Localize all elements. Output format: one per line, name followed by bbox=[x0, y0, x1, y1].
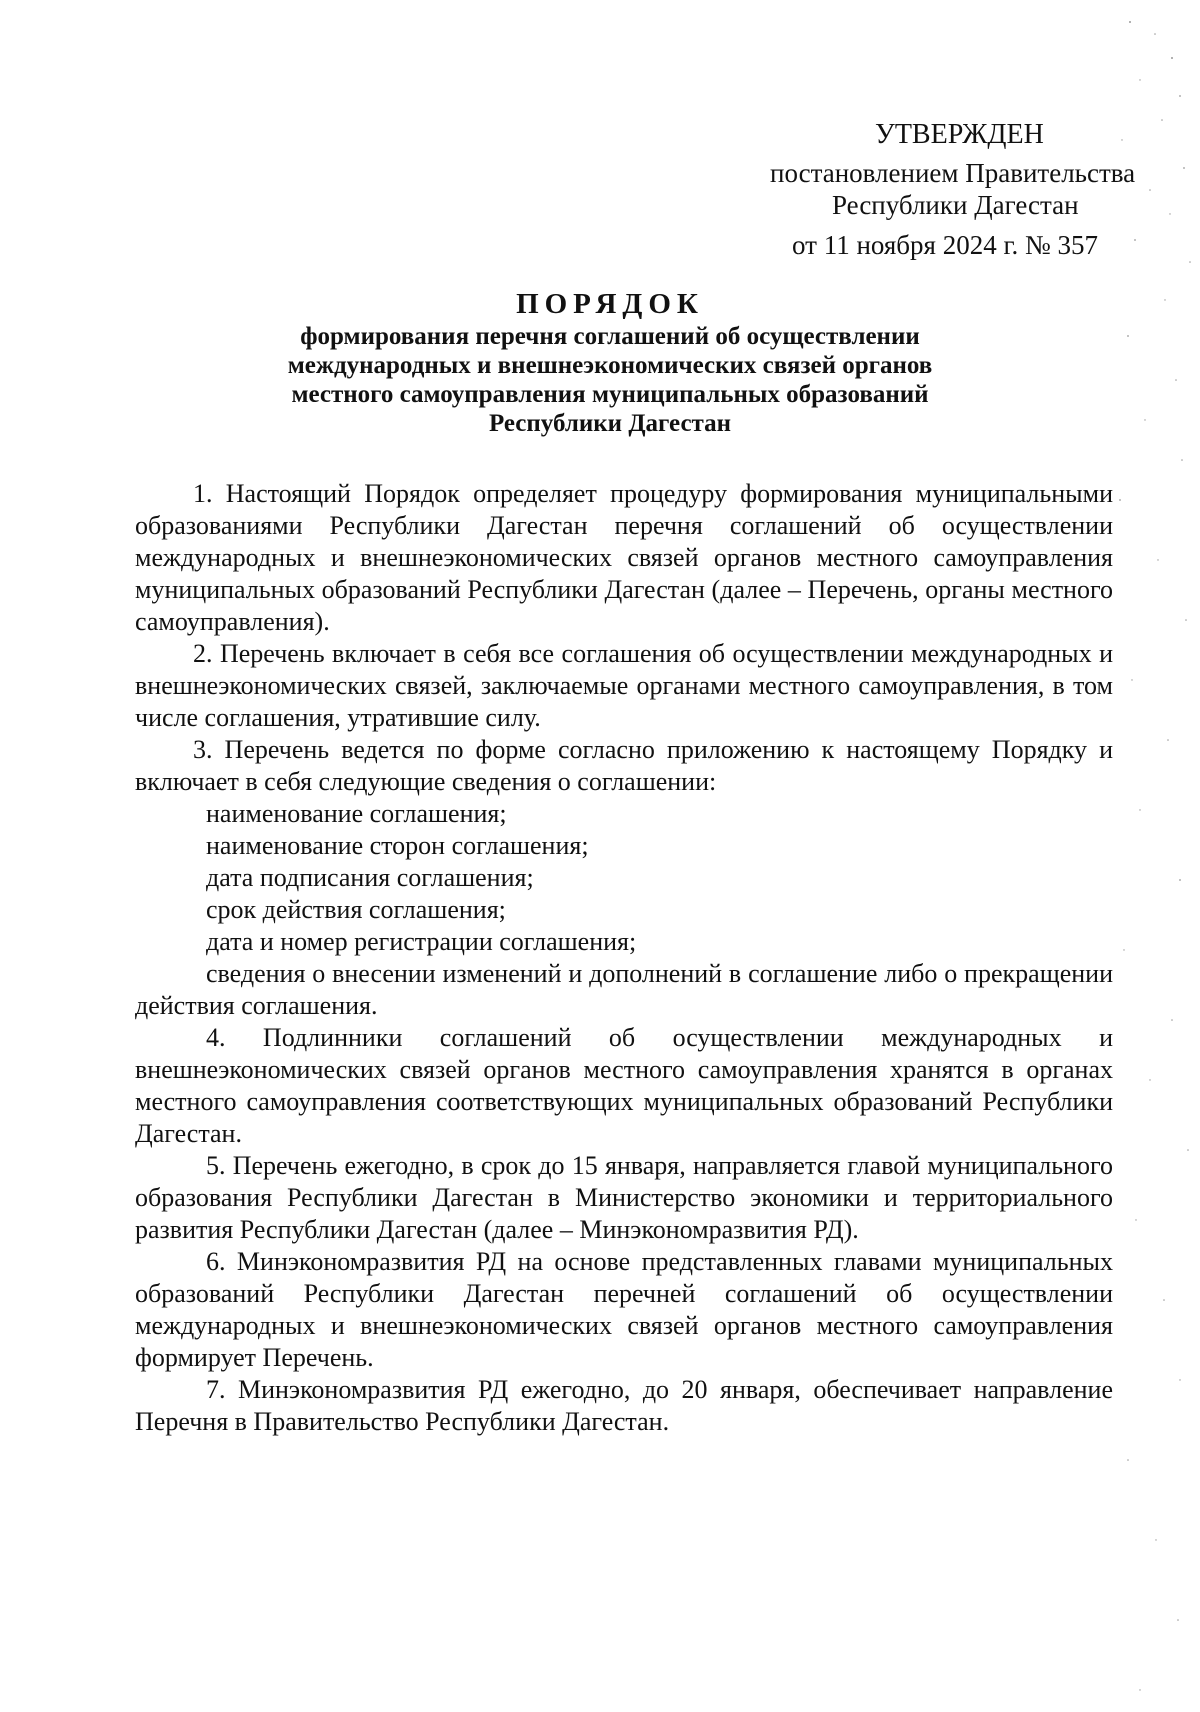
list-item: срок действия соглашения; bbox=[206, 895, 506, 924]
list-item: дата и номер регистрации соглашения; bbox=[206, 927, 637, 956]
scan-noise-dots bbox=[1110, 0, 1200, 1712]
paragraph-7: 7. Минэкономразвития РД ежегодно, до 20 января, обеспечивает направление Перечня в Правительство Республики Дагестан. bbox=[135, 1375, 1113, 1436]
document-subtitle-line: международных и внешнеэкономических связей органов bbox=[287, 352, 933, 379]
list-item: наименование сторон соглашения; bbox=[206, 831, 589, 860]
list-item: сведения о внесении изменений и дополнений в соглашение либо о прекращении действия соглашения. bbox=[135, 959, 1113, 1020]
list-item: дата подписания соглашения; bbox=[206, 863, 534, 892]
document-subtitle-line: Республики Дагестан bbox=[488, 410, 732, 437]
paragraph-2: 2. Перечень включает в себя все соглашения об осуществлении международных и внешнеэкономических связей, заключаемые органами местного самоуправления, в том числе соглашения, утратившие силу. bbox=[135, 639, 1113, 732]
paragraph-1: 1. Настоящий Порядок определяет процедуру формирования муниципальными образованиями Республики Дагестан перечня соглашений об осуществлении международных и внешнеэкономических связей органов местного самоуправления муниципальных образований Республики Дагестан (далее – Перечень, органы местного самоуправления). bbox=[135, 479, 1113, 636]
paragraph-6: 6. Минэкономразвития РД на основе представленных главами муниципальных образований Республики Дагестан перечней соглашений об осуществлении международных и внешнеэкономических связей органов местного самоуправления формирует Перечень. bbox=[135, 1247, 1113, 1372]
paragraph-4: 4. Подлинники соглашений об осуществлении международных и внешнеэкономических связей органов местного самоуправления хранятся в органах местного самоуправления соответствующих муниципальных образований Республики Дагестан. bbox=[135, 1023, 1113, 1148]
approval-heading: УТВЕРЖДЕН bbox=[875, 119, 1044, 150]
document-body bbox=[135, 478, 1113, 1438]
document-title: ПОРЯДОК bbox=[516, 288, 704, 320]
approval-region: Республики Дагестан bbox=[832, 190, 1079, 220]
list-item: наименование соглашения; bbox=[206, 799, 507, 828]
paragraph-3: 3. Перечень ведется по форме согласно приложению к настоящему Порядку и включает в себя следующие сведения о соглашении: bbox=[135, 735, 1113, 796]
approval-authority: постановлением Правительства bbox=[770, 158, 1136, 188]
approval-date-number: от 11 ноября 2024 г. № 357 bbox=[792, 230, 1098, 260]
paragraph-5: 5. Перечень ежегодно, в срок до 15 января, направляется главой муниципального образования Республики Дагестан в Министерство экономики и территориального развития Республики Дагестан (далее – Минэкономразвития РД). bbox=[135, 1151, 1113, 1244]
document-subtitle-line: формирования перечня соглашений об осуществлении bbox=[300, 323, 920, 350]
document-subtitle-line: местного самоуправления муниципальных образований bbox=[291, 381, 929, 408]
document-title-block bbox=[200, 286, 1020, 438]
